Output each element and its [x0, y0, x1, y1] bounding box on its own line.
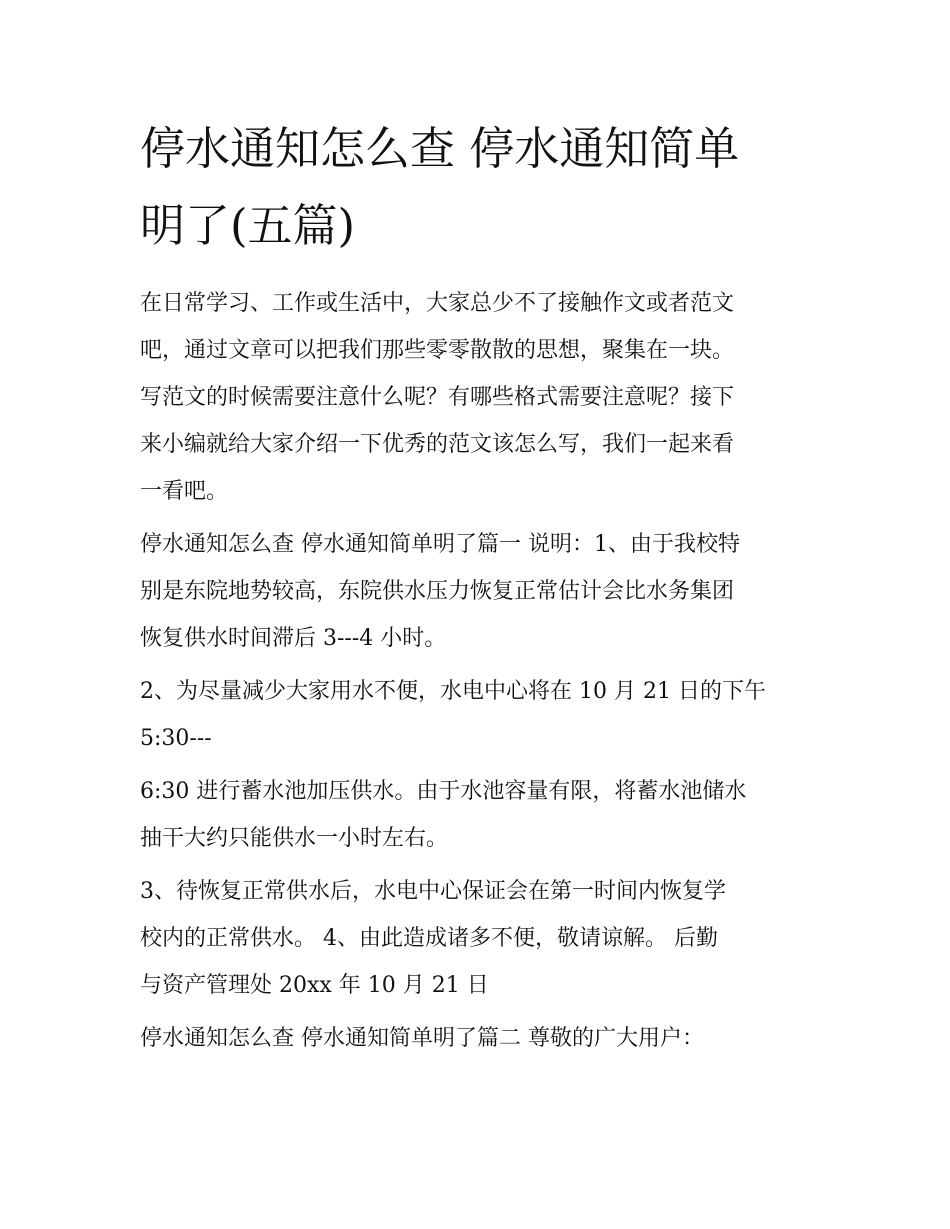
text-line: 6:30 进行蓄水池加压供水。由于水池容量有限，将蓄水池储水: [140, 779, 747, 804]
text-line: 2、为尽量减少大家用水不便，水电中心将在 10 月 21 日的下午: [140, 679, 766, 704]
text-line: 停水通知怎么查 停水通知简单明了篇一 说明：1、由于我校特: [140, 532, 740, 557]
section-two-paragraph: [140, 1015, 820, 1062]
title-line: 明了(五篇): [140, 199, 356, 252]
text-line: 吧，通过文章可以把我们那些零零散散的思想，聚集在一块。: [140, 338, 735, 363]
text-line: 写范文的时候需要注意什么呢？有哪些格式需要注意呢？接下: [140, 385, 735, 410]
text-line: 来小编就给大家介绍一下优秀的范文该怎么写，我们一起来看: [140, 432, 735, 457]
text-line: 别是东院地势较高，东院供水压力恢复正常估计会比水务集团: [140, 579, 735, 604]
title-line: 停水通知怎么查 停水通知简单: [140, 122, 740, 175]
text-line: 一看吧。: [140, 479, 229, 504]
item-two-paragraph: [140, 668, 820, 762]
intro-paragraph: [140, 280, 820, 515]
text-line: 校内的正常供水。 4、由此造成诸多不便，敬请谅解。 后勤: [140, 926, 718, 951]
document-title: [140, 110, 820, 264]
text-line: 与资产管理处 20xx 年 10 月 21 日: [140, 973, 489, 998]
item-three-paragraph: [140, 868, 820, 1009]
document-body: [140, 280, 820, 1068]
text-line: 3、待恢复正常供水后，水电中心保证会在第一时间内恢复学: [140, 879, 726, 904]
text-line: 5:30---: [140, 726, 212, 751]
text-line: 恢复供水时间滞后 3---4 小时。: [140, 626, 447, 651]
supply-time-paragraph: [140, 768, 820, 862]
text-line: 停水通知怎么查 停水通知简单明了篇二 尊敬的广大用户：: [140, 1026, 704, 1051]
section-one-paragraph: [140, 521, 820, 662]
text-line: 在日常学习、工作或生活中，大家总少不了接触作文或者范文: [140, 291, 735, 316]
text-line: 抽干大约只能供水一小时左右。: [140, 826, 449, 851]
